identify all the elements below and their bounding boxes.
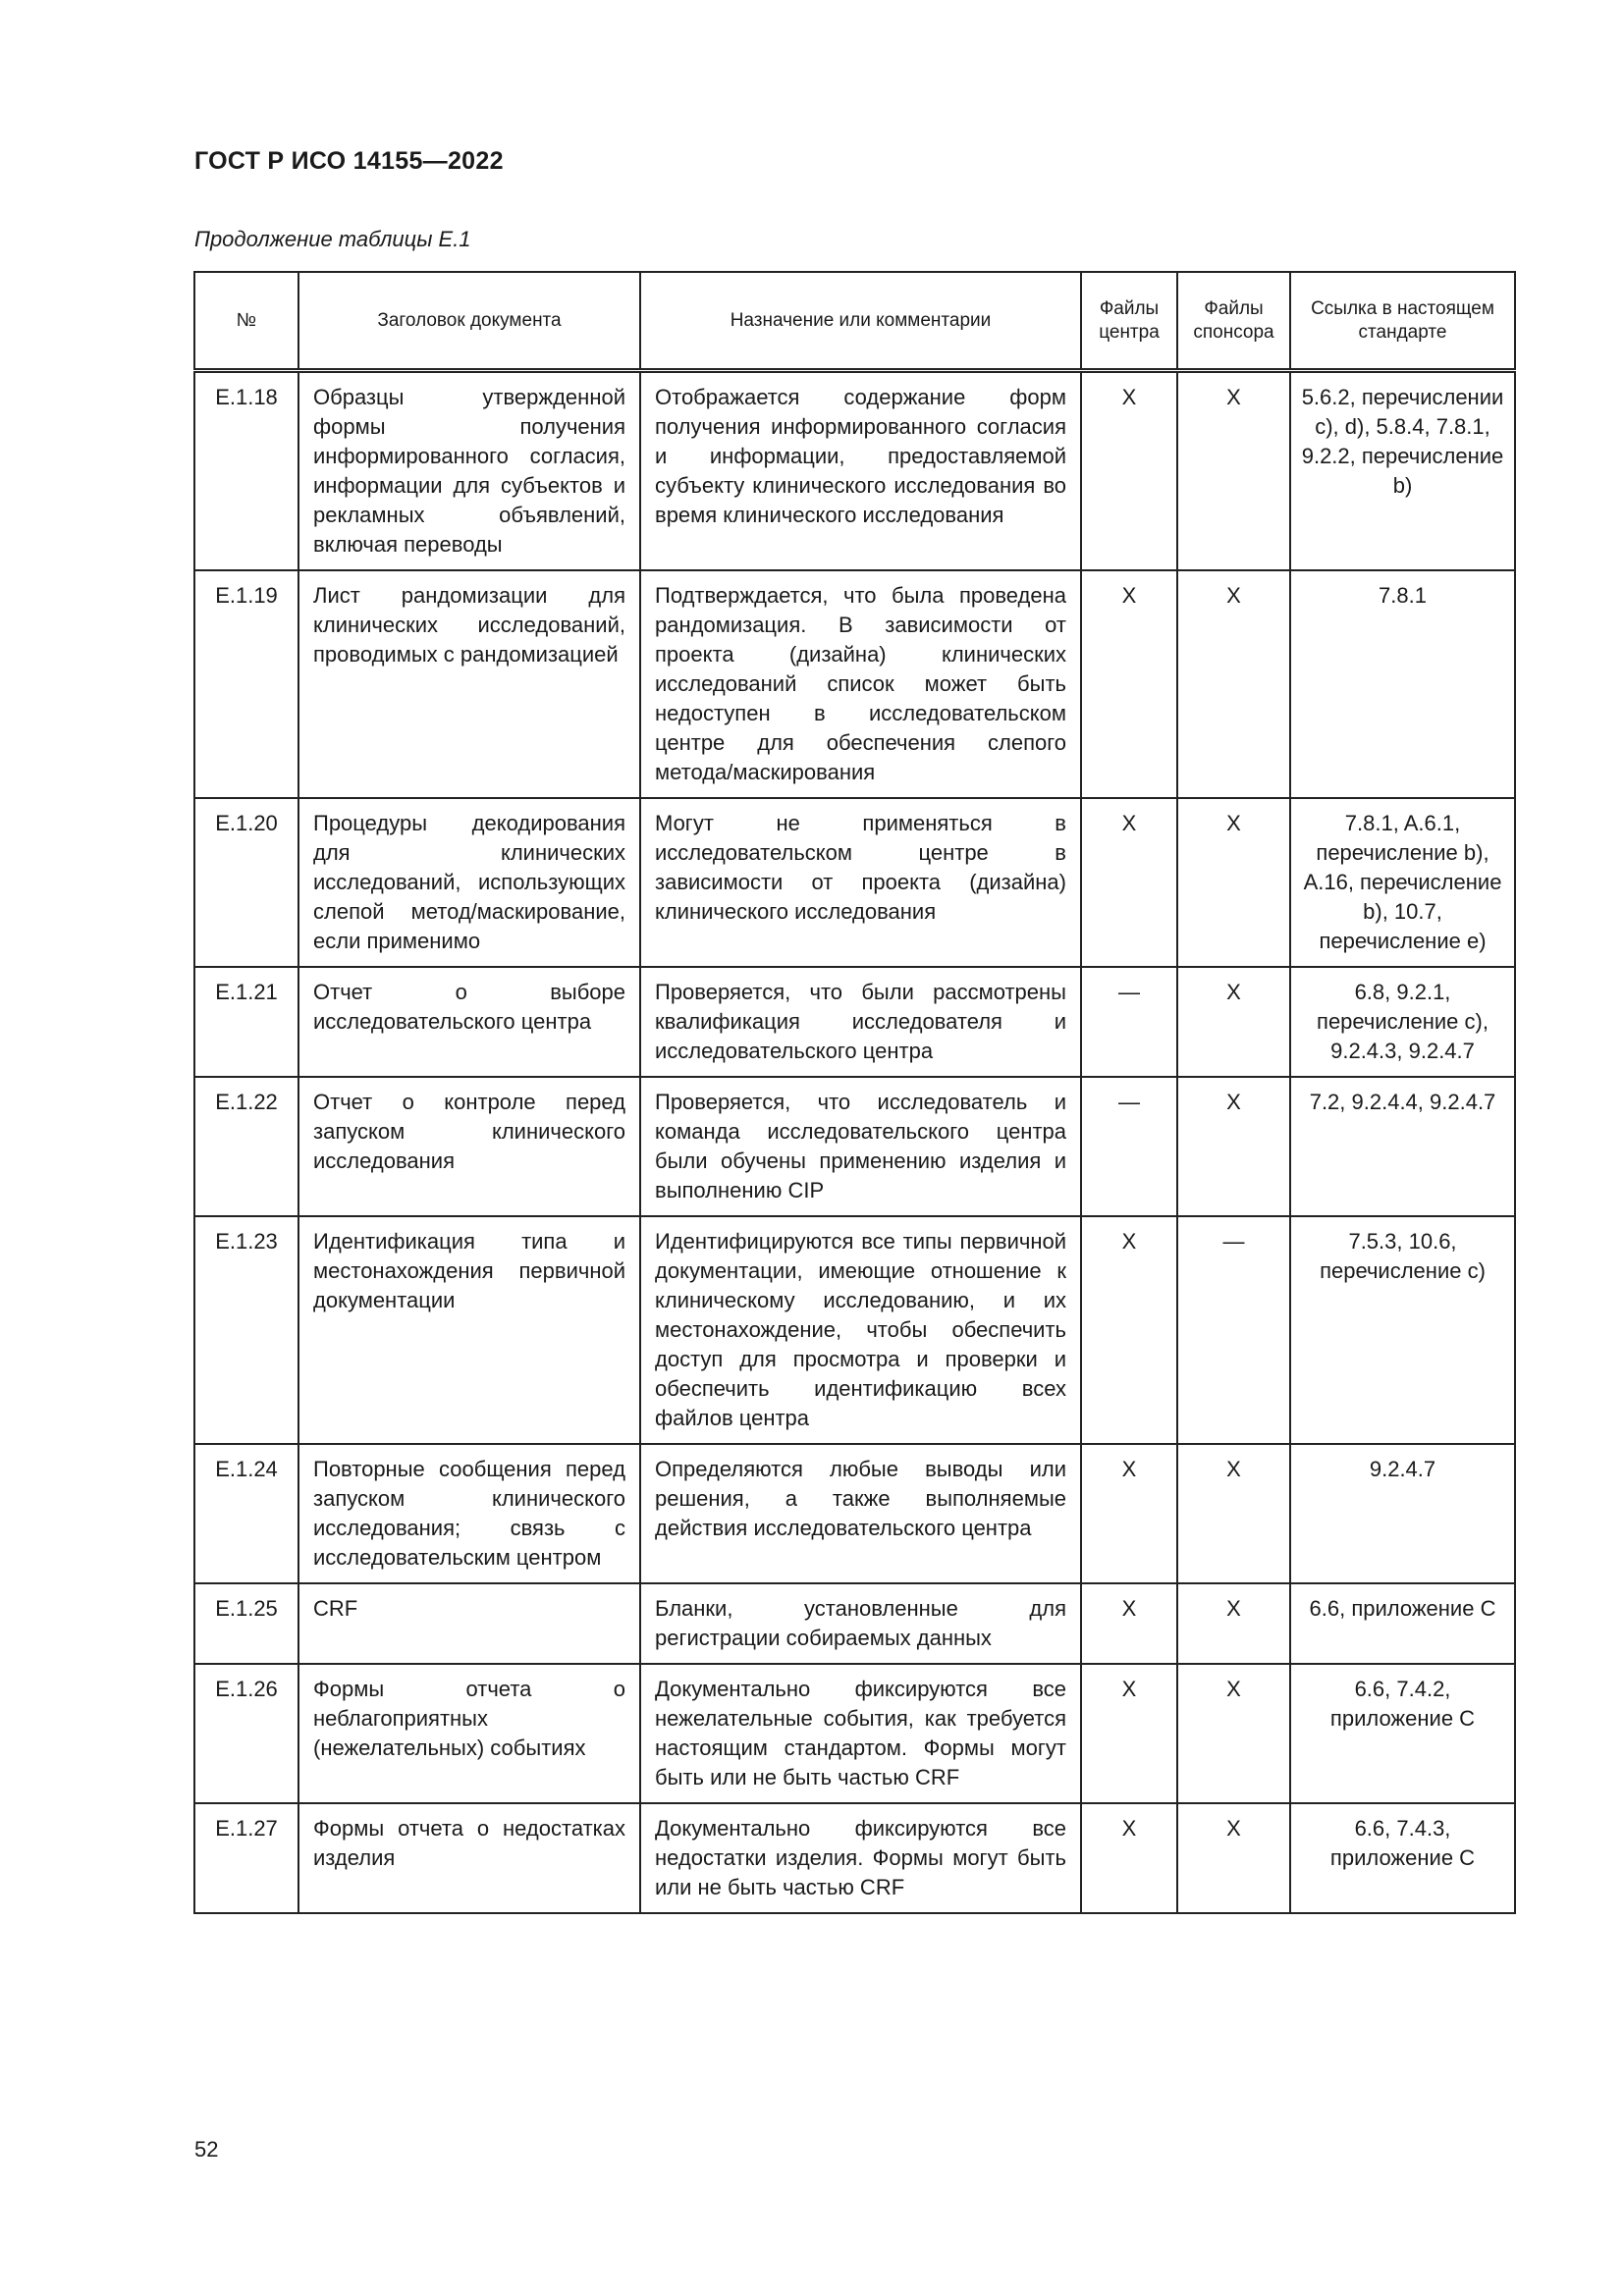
row-purpose: Подтверждается, что была проведена рандомизация. В зависимости от проекта (дизайна) клинических исследований список может быть недоступен в исследовательском центре для обеспечения слепого метода/маскирования bbox=[640, 570, 1081, 798]
row-center-mark: X bbox=[1081, 798, 1177, 967]
table-header-row bbox=[194, 272, 1515, 371]
row-purpose: Определяются любые выводы или решения, а также выполняемые действия исследовательского центра bbox=[640, 1444, 1081, 1583]
table-row bbox=[194, 1803, 1515, 1913]
row-center-mark: X bbox=[1081, 1803, 1177, 1913]
row-number: Е.1.26 bbox=[194, 1664, 298, 1803]
row-title: Отчет о выборе исследовательского центра bbox=[298, 967, 640, 1077]
row-number: Е.1.27 bbox=[194, 1803, 298, 1913]
row-purpose: Проверяется, что исследователь и команда исследовательского центра были обучены применению изделия и выполнению CIP bbox=[640, 1077, 1081, 1216]
row-sponsor-mark: X bbox=[1177, 371, 1290, 571]
row-sponsor-mark: — bbox=[1177, 1216, 1290, 1444]
document-title: ГОСТ Р ИСО 14155—2022 bbox=[194, 147, 504, 175]
table-row bbox=[194, 1077, 1515, 1216]
row-title: Лист рандомизации для клинических исследований, проводимых с рандомизацией bbox=[298, 570, 640, 798]
table-row bbox=[194, 1583, 1515, 1664]
row-reference: 7.2, 9.2.4.4, 9.2.4.7 bbox=[1290, 1077, 1515, 1216]
row-purpose: Могут не применяться в исследовательском центре в зависимости от проекта (дизайна) клинического исследования bbox=[640, 798, 1081, 967]
row-number: Е.1.25 bbox=[194, 1583, 298, 1664]
row-reference: 6.6, приложение C bbox=[1290, 1583, 1515, 1664]
row-center-mark: — bbox=[1081, 967, 1177, 1077]
table-row bbox=[194, 570, 1515, 798]
row-number: Е.1.20 bbox=[194, 798, 298, 967]
row-center-mark: X bbox=[1081, 1583, 1177, 1664]
row-purpose: Идентифицируются все типы первичной документации, имеющие отношение к клиническому исследованию, и их местонахождение, чтобы обеспечить доступ для просмотра и проверки и обеспечить идентификацию всех файлов центра bbox=[640, 1216, 1081, 1444]
row-center-mark: X bbox=[1081, 1216, 1177, 1444]
row-reference: 9.2.4.7 bbox=[1290, 1444, 1515, 1583]
row-center-mark: — bbox=[1081, 1077, 1177, 1216]
row-number: Е.1.18 bbox=[194, 371, 298, 571]
row-number: Е.1.21 bbox=[194, 967, 298, 1077]
row-sponsor-mark: X bbox=[1177, 1077, 1290, 1216]
row-title: Процедуры декодирования для клинических исследований, использующих слепой метод/маскирование, если применимо bbox=[298, 798, 640, 967]
row-purpose: Бланки, установленные для регистрации собираемых данных bbox=[640, 1583, 1081, 1664]
row-reference: 7.8.1, A.6.1, перечисление b), A.16, перечисление b), 10.7, перечисление e) bbox=[1290, 798, 1515, 967]
page-number: 52 bbox=[194, 2137, 219, 2162]
row-reference: 6.8, 9.2.1, перечисление c), 9.2.4.3, 9.2.4.7 bbox=[1290, 967, 1515, 1077]
row-title: Идентификация типа и местонахождения первичной документации bbox=[298, 1216, 640, 1444]
row-sponsor-mark: X bbox=[1177, 1583, 1290, 1664]
row-number: Е.1.19 bbox=[194, 570, 298, 798]
row-title: Повторные сообщения перед запуском клинического исследования; связь с исследовательским центром bbox=[298, 1444, 640, 1583]
row-reference: 5.6.2, перечислении c), d), 5.8.4, 7.8.1, 9.2.2, перечисление b) bbox=[1290, 371, 1515, 571]
table-row bbox=[194, 1216, 1515, 1444]
row-center-mark: X bbox=[1081, 1444, 1177, 1583]
table-row bbox=[194, 967, 1515, 1077]
col-header-center-files: Файлы центра bbox=[1081, 272, 1177, 371]
row-title: CRF bbox=[298, 1583, 640, 1664]
row-reference: 7.8.1 bbox=[1290, 570, 1515, 798]
row-center-mark: X bbox=[1081, 570, 1177, 798]
row-sponsor-mark: X bbox=[1177, 1444, 1290, 1583]
row-number: Е.1.24 bbox=[194, 1444, 298, 1583]
row-reference: 7.5.3, 10.6, перечисление c) bbox=[1290, 1216, 1515, 1444]
row-purpose: Отображается содержание форм получения информированного согласия и информации, предоставляемой субъекту клинического исследования во время клинического исследования bbox=[640, 371, 1081, 571]
row-center-mark: X bbox=[1081, 371, 1177, 571]
table-row bbox=[194, 1664, 1515, 1803]
row-sponsor-mark: X bbox=[1177, 570, 1290, 798]
col-header-title: Заголовок документа bbox=[298, 272, 640, 371]
table-caption: Продолжение таблицы Е.1 bbox=[194, 227, 471, 251]
table-row bbox=[194, 1444, 1515, 1583]
row-purpose: Документально фиксируются все нежелательные события, как требуется настоящим стандартом. Формы могут быть или не быть частью CRF bbox=[640, 1664, 1081, 1803]
row-title: Образцы утвержденной формы получения информированного согласия, информации для субъектов и рекламных объявлений, включая переводы bbox=[298, 371, 640, 571]
table-row bbox=[194, 798, 1515, 967]
row-sponsor-mark: X bbox=[1177, 1664, 1290, 1803]
col-header-sponsor-files: Файлы спонсора bbox=[1177, 272, 1290, 371]
col-header-reference: Ссылка в настоящем стандарте bbox=[1290, 272, 1515, 371]
row-purpose: Проверяется, что были рассмотрены квалификация исследователя и исследовательского центра bbox=[640, 967, 1081, 1077]
row-title: Формы отчета о неблагоприятных (нежелательных) событиях bbox=[298, 1664, 640, 1803]
row-title: Отчет о контроле перед запуском клинического исследования bbox=[298, 1077, 640, 1216]
col-header-number: № bbox=[194, 272, 298, 371]
row-reference: 6.6, 7.4.2, приложение C bbox=[1290, 1664, 1515, 1803]
documents-table bbox=[193, 271, 1516, 1914]
table-row bbox=[194, 371, 1515, 571]
row-sponsor-mark: X bbox=[1177, 967, 1290, 1077]
row-sponsor-mark: X bbox=[1177, 1803, 1290, 1913]
row-center-mark: X bbox=[1081, 1664, 1177, 1803]
row-purpose: Документально фиксируются все недостатки изделия. Формы могут быть или не быть частью CRF bbox=[640, 1803, 1081, 1913]
row-number: Е.1.23 bbox=[194, 1216, 298, 1444]
row-number: Е.1.22 bbox=[194, 1077, 298, 1216]
row-title: Формы отчета о недостатках изделия bbox=[298, 1803, 640, 1913]
row-sponsor-mark: X bbox=[1177, 798, 1290, 967]
row-reference: 6.6, 7.4.3, приложение C bbox=[1290, 1803, 1515, 1913]
col-header-purpose: Назначение или комментарии bbox=[640, 272, 1081, 371]
